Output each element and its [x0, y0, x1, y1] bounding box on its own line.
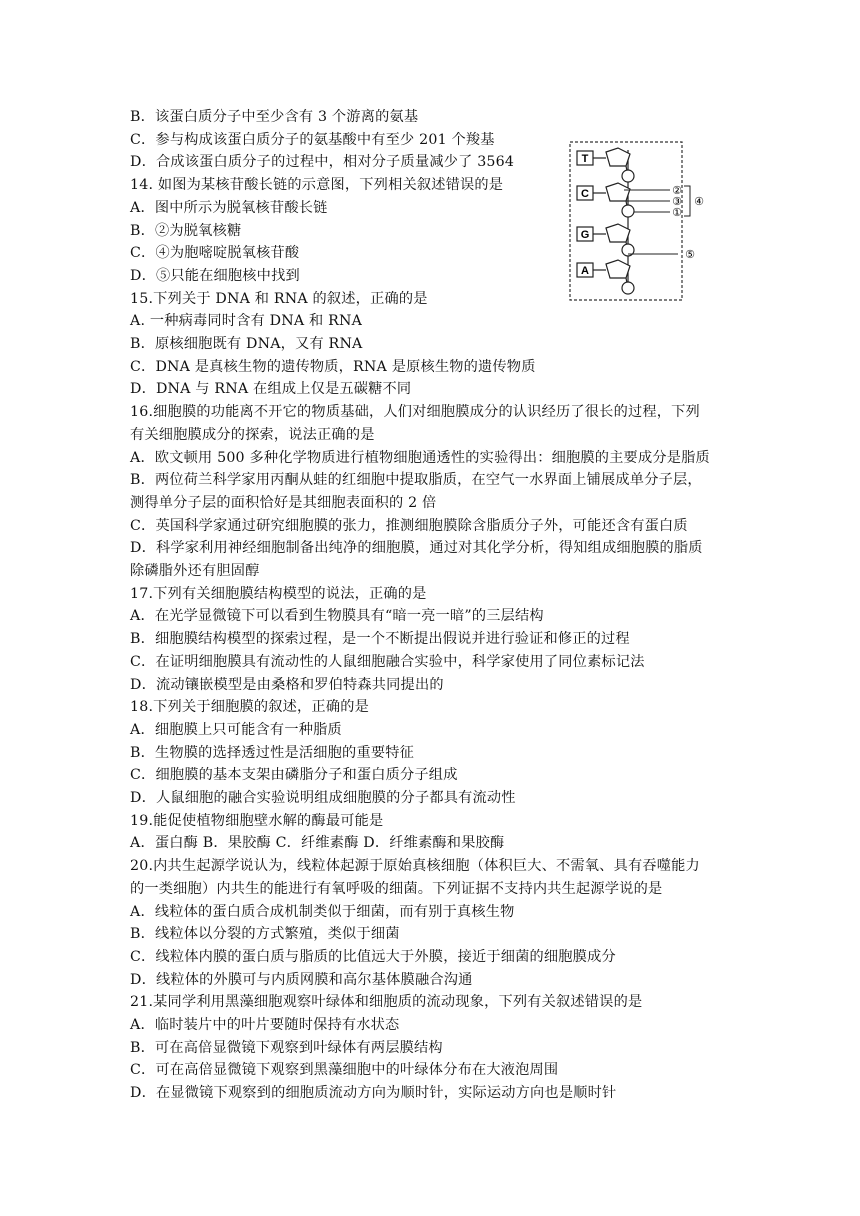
- text-line: C．英国科学家通过研究细胞膜的张力，推测细胞膜除含脂质分子外，可能还含有蛋白质: [130, 518, 688, 534]
- text-line: C．参与构成该蛋白质分子的氨基酸中有至少 201 个羧基: [130, 132, 495, 148]
- text-line: B．两位荷兰科学家用丙酮从蛙的红细胞中提取脂质，在空气一水界面上铺展成单分子层，: [130, 472, 702, 488]
- text-line: A．欧文顿用 500 多种化学物质进行植物细胞通透性的实验得出：细胞膜的主要成分是脂质: [130, 450, 710, 466]
- text-line: C．DNA 是真核生物的遗传物质，RNA 是原核生物的遗传物质: [130, 359, 536, 375]
- label-5: ⑤: [685, 248, 695, 261]
- text-line: 16.细胞膜的功能离不开它的物质基础，人们对细胞膜成分的认识经历了很长的过程，下列: [130, 404, 700, 420]
- text-line: A．线粒体的蛋白质合成机制类似于细菌，而有别于真核生物: [130, 904, 515, 920]
- text-line: B．该蛋白质分子中至少含有 3 个游离的氨基: [130, 109, 419, 125]
- text-line: D．人鼠细胞的融合实验说明组成细胞膜的分子都具有流动性: [130, 790, 516, 806]
- nucleotide-a: [577, 260, 634, 294]
- text-line: B．可在高倍显微镜下观察到叶绿体有两层膜结构: [130, 1040, 443, 1056]
- text-line: A．图中所示为脱氧核苷酸长链: [130, 200, 328, 216]
- text-line: 19.能促使植物细胞壁水解的酶最可能是: [130, 813, 384, 829]
- text-line: B．细胞膜结构模型的探索过程，是一个不断提出假说并进行验证和修正的过程: [130, 631, 630, 647]
- text-line: B．②为脱氧核糖: [130, 223, 242, 239]
- text-line: 有关细胞膜成分的探索，说法正确的是: [130, 427, 375, 443]
- text-line: D．在显微镜下观察到的细胞质流动方向为顺时针，实际运动方向也是顺时针: [130, 1085, 617, 1101]
- text-line: C．④为胞嘧啶脱氧核苷酸: [130, 245, 300, 261]
- base-letter: T: [581, 153, 589, 165]
- label-3: ③: [672, 195, 682, 208]
- text-line: D．线粒体的外膜可与内质网膜和高尔基体膜融合沟通: [130, 972, 473, 988]
- text-line: D．科学家利用神经细胞制备出纯净的细胞膜，通过对其化学分析，得知组成细胞膜的脂质: [130, 540, 703, 556]
- text-line: 17.下列有关细胞膜结构模型的说法，正确的是: [130, 586, 427, 602]
- text-line: 的一类细胞）内共生的能进行有氧呼吸的细菌。下列证据不支持内共生起源学说的是: [130, 881, 663, 897]
- text-line: 15.下列关于 DNA 和 RNA 的叙述，正确的是: [130, 291, 428, 307]
- sugar-pentagon: [606, 183, 630, 201]
- nucleotide-chain-figure: [566, 138, 708, 304]
- phosphate-circle: [622, 170, 634, 182]
- phosphate-circle: [622, 205, 634, 217]
- text-line: A．临时装片中的叶片要随时保持有水状态: [130, 1017, 400, 1033]
- text-line: D．合成该蛋白质分子的过程中，相对分子质量减少了 3564: [130, 154, 515, 170]
- text-line: 20.内共生起源学说认为，线粒体起源于原始真核细胞（体积巨大、不需氧、具有吞噬能力: [130, 858, 700, 874]
- label-1: ①: [672, 206, 682, 219]
- label-2: ②: [672, 184, 682, 197]
- text-line: C．在证明细胞膜具有流动性的人鼠细胞融合实验中，科学家使用了同位素标记法: [130, 654, 645, 670]
- base-letter: G: [580, 229, 590, 241]
- text-line: 18.下列关于细胞膜的叙述，正确的是: [130, 699, 369, 715]
- text-line: B．生物膜的选择透过性是活细胞的重要特征: [130, 745, 414, 761]
- sugar-pentagon: [606, 224, 630, 242]
- bracket-4: [684, 186, 690, 216]
- text-line: C．细胞膜的基本支架由磷脂分子和蛋白质分子组成: [130, 767, 458, 783]
- text-line: 14. 如图为某核苷酸长链的示意图，下列相关叙述错误的是: [130, 177, 504, 193]
- base-letter: C: [581, 188, 589, 200]
- text-line: D．DNA 与 RNA 在组成上仅是五碳糖不同: [130, 381, 412, 397]
- sugar-pentagon: [606, 260, 630, 278]
- phosphate-circle: [622, 282, 634, 294]
- text-line: D．⑤只能在细胞核中找到: [130, 268, 300, 284]
- nucleotide-t: [577, 148, 634, 182]
- text-line: 21.某同学利用黑藻细胞观察叶绿体和细胞质的流动现象，下列有关叙述错误的是: [130, 994, 643, 1010]
- base-letter: A: [581, 265, 589, 277]
- label-4: ④: [694, 195, 704, 208]
- text-line: B．线粒体以分裂的方式繁殖，类似于细菌: [130, 926, 400, 942]
- text-line: A. 一种病毒同时含有 DNA 和 RNA: [130, 313, 363, 329]
- sugar-pentagon: [606, 148, 630, 166]
- text-line: B．原核细胞既有 DNA，又有 RNA: [130, 336, 363, 352]
- text-line: 除磷脂外还有胆固醇: [130, 563, 260, 579]
- text-line: C．可在高倍显微镜下观察到黑藻细胞中的叶绿体分布在大液泡周围: [130, 1062, 559, 1078]
- text-line: A．在光学显微镜下可以看到生物膜具有“暗一亮一暗”的三层结构: [130, 608, 544, 624]
- nucleotide-c: [577, 183, 634, 217]
- text-line: 测得单分子层的面积恰好是其细胞表面积的 2 倍: [130, 495, 437, 511]
- text-line: D．流动镶嵌模型是由桑格和罗伯特森共同提出的: [130, 677, 444, 693]
- text-line: C．线粒体内膜的蛋白质与脂质的比值远大于外膜，接近于细菌的细胞膜成分: [130, 949, 616, 965]
- text-line: A．蛋白酶 B．果胶酶 C．纤维素酶 D．纤维素酶和果胶酶: [130, 835, 505, 851]
- text-line: A．细胞膜上只可能含有一种脂质: [130, 722, 342, 738]
- nucleotide-g: [577, 224, 634, 256]
